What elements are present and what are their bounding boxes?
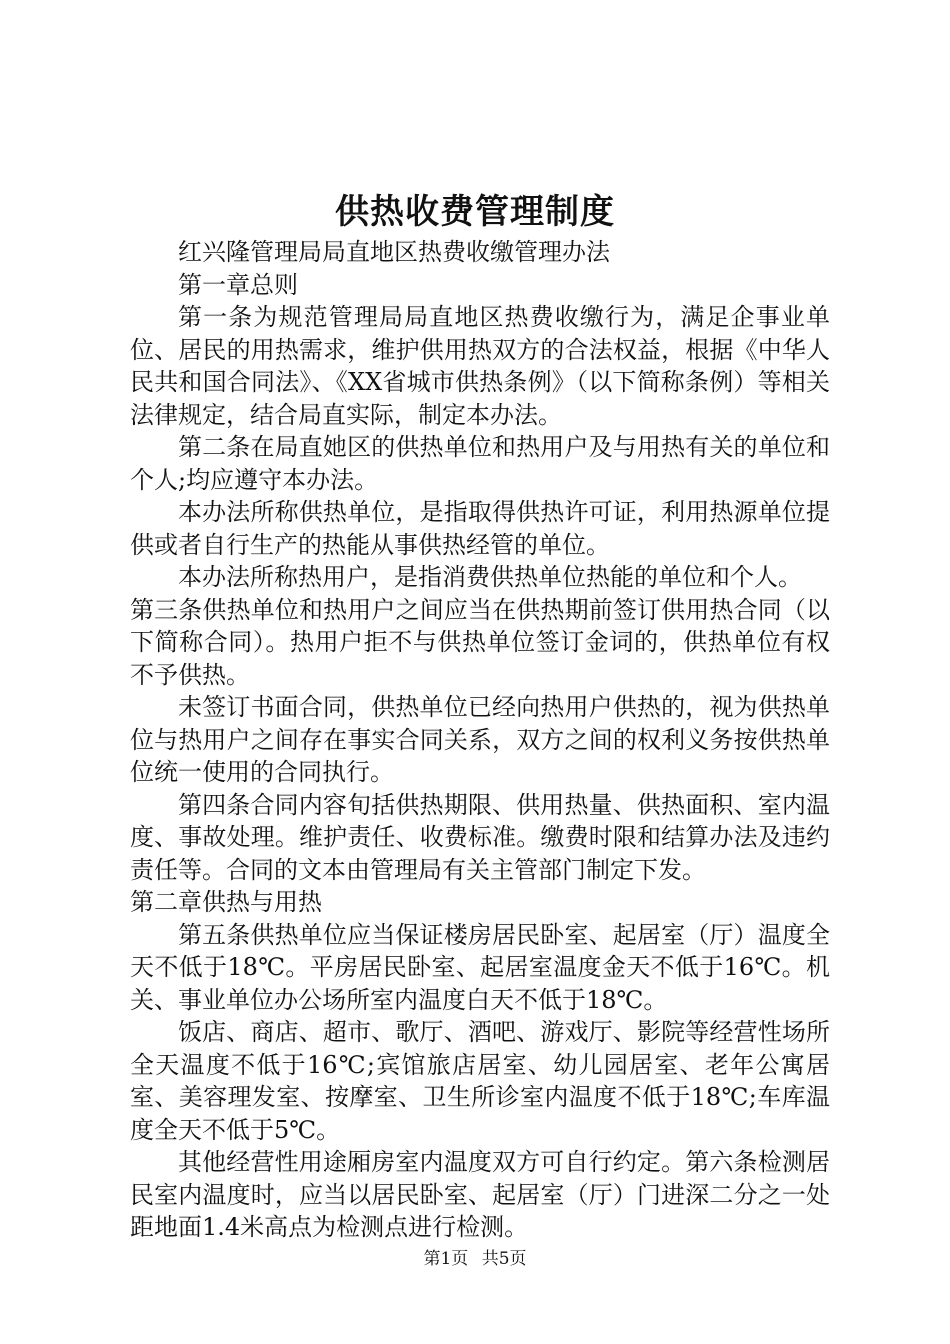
document-title: 供热收费管理制度 [335, 192, 615, 232]
paragraph: 第五条供热单位应当保证楼房居民卧室、起居室（厅）温度全天不低于18℃。平房居民卧室、起居室温度金天不低于16℃。机关、事业单位办公场所室内温度白天不低于18℃。 [130, 920, 830, 1014]
page-number: 第1页 [423, 1249, 469, 1269]
paragraph: 饭店、商店、超市、歌厅、酒吧、游戏厅、影院等经营性场所全天温度不低于16℃;宾馆旅店居室、幼儿园居室、老年公寓居室、美容理发室、按摩室、卫生所诊室内温度不低于18℃;车库温度全天不低于5℃。 [130, 1018, 830, 1144]
page-footer [0, 1244, 950, 1269]
chapter-heading: 第二章供热与用热 [130, 888, 322, 916]
paragraph: 第三条供热单位和热用户之间应当在供热期前签订供用热合同（以下简称合同）。热用户拒不与供热单位签订金词的，供热单位有权不予供热。 [130, 595, 830, 689]
paragraph: 未签订书面合同，供热单位已经向热用户供热的，视为供热单位与热用户之间存在事实合同关系，双方之间的权利义务按供热单位统一使用的合同执行。 [130, 693, 830, 786]
paragraph: 第二条在局直她区的供热单位和热用户及与用热有关的单位和个人;均应遵守本办法。 [130, 433, 830, 494]
paragraph: 第四条合同内容旬括供热期限、供用热量、供热面积、室内温度、事故处理。维护责任、收费标准。缴费时限和结算办法及违约责任等。合同的文本由管理局有关主管部门制定下发。 [130, 790, 830, 884]
paragraph: 第一条为规范管理局局直地区热费收缴行为，满足企事业单位、居民的用热需求，维护供用热双方的合法权益，根据《中华人民共和国合同法》、《XX省城市供热条例》（以下简称条例）等相关法律规定，结合局直实际，制定本办法。 [130, 303, 830, 429]
chapter-heading: 第一章总则 [178, 270, 298, 299]
paragraph: 其他经营性用途厢房室内温度双方可自行约定。第六条检测居民室内温度时，应当以居民卧室、起居室（厅）门进深二分之一处距地面1.4米高点为检测点进行检测。 [130, 1148, 830, 1241]
paragraph: 本办法所称热用户，是指消费供热单位热能的单位和个人。 [178, 563, 802, 591]
document-body [130, 236, 830, 1244]
subtitle-paragraph: 红兴隆管理局局直地区热费收缴管理办法 [178, 238, 610, 266]
page-total: 共5页 [481, 1249, 527, 1269]
paragraph: 本办法所称供热单位，是指取得供热许可证，利用热源单位提供或者自行生产的热能从事供热经管的单位。 [130, 498, 830, 559]
